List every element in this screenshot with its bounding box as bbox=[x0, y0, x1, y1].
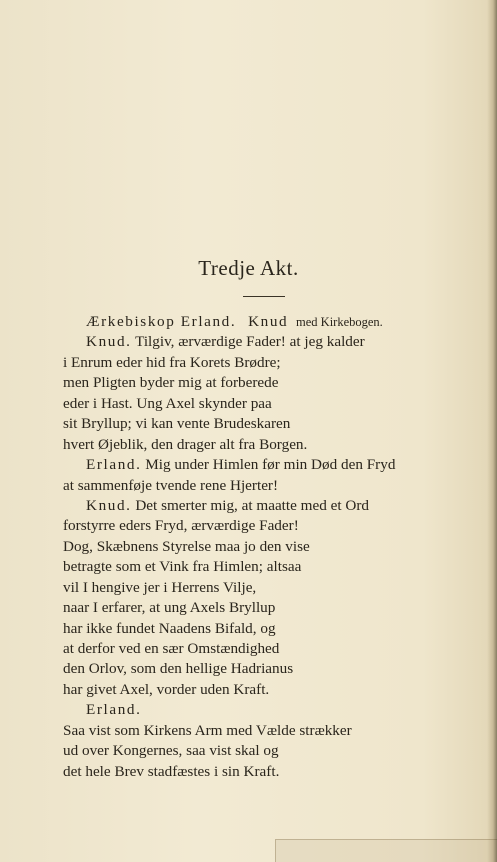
speaker-name: Knud. bbox=[86, 496, 132, 514]
cast-speaker-erland: Ærkebiskop Erland. bbox=[86, 313, 237, 330]
verse-line bbox=[63, 700, 483, 720]
verse-line: ud over Kongernes, saa vist skal og bbox=[63, 742, 279, 760]
play-text bbox=[63, 312, 483, 782]
verse-line: sit Bryllup; vi kan vente Brudeskaren bbox=[63, 415, 291, 433]
verse-line: betragte som et Vink fra Himlen; altsaa bbox=[63, 558, 302, 576]
verse-line: Saa vist som Kirkens Arm med Vælde strækker bbox=[63, 721, 352, 739]
cast-line bbox=[63, 312, 483, 332]
speaker-name: Erland. bbox=[86, 456, 142, 474]
verse-text: Det smerter mig, at maatte med et Ord bbox=[135, 496, 369, 514]
heading-rule bbox=[243, 296, 285, 297]
verse-line: at sammenføje tvende rene Hjerter! bbox=[63, 476, 279, 494]
speaker-name: Knud. bbox=[86, 333, 132, 351]
verse-line: men Pligten byder mig at forberede bbox=[63, 374, 279, 392]
verse-line: har ikke fundet Naadens Bifald, og bbox=[63, 619, 276, 637]
speaker-name: Erland. bbox=[86, 701, 142, 719]
verse-line: det hele Brev stadfæstes i sin Kraft. bbox=[63, 762, 280, 780]
verse-line bbox=[63, 496, 483, 516]
verse-line: hvert Øjeblik, den drager alt fra Borgen. bbox=[63, 435, 308, 453]
act-heading: Tredje Akt. bbox=[198, 256, 299, 280]
verse-line bbox=[63, 455, 483, 475]
verse-line: Dog, Skæbnens Styrelse maa jo den vise bbox=[63, 537, 310, 555]
page-edge-right bbox=[487, 0, 497, 862]
verse-line: naar I erfarer, at ung Axels Bryllup bbox=[63, 599, 276, 617]
verse-text: Tilgiv, ærværdige Fader! at jeg kalder bbox=[135, 333, 365, 351]
verse-line: den Orlov, som den hellige Hadrianus bbox=[63, 660, 294, 678]
verse-line: at derfor ved en sær Omstændighed bbox=[63, 640, 280, 657]
cast-speaker-knud: Knud bbox=[248, 313, 289, 330]
verse-line: har givet Axel, vorder uden Kraft. bbox=[63, 680, 270, 698]
page-edge-bottom bbox=[275, 839, 497, 862]
verse-line: forstyrre eders Fryd, ærværdige Fader! bbox=[63, 517, 299, 535]
verse-line: eder i Hast. Ung Axel skynder paa bbox=[63, 394, 272, 412]
verse-line bbox=[63, 332, 483, 352]
cast-note: med Kirkebogen. bbox=[296, 315, 383, 329]
verse-line: i Enrum eder hid fra Korets Brødre; bbox=[63, 353, 281, 371]
verse-line: vil I hengive jer i Herrens Vilje, bbox=[63, 578, 257, 596]
verse-text: Mig under Himlen før min Død den Fryd bbox=[145, 456, 396, 474]
